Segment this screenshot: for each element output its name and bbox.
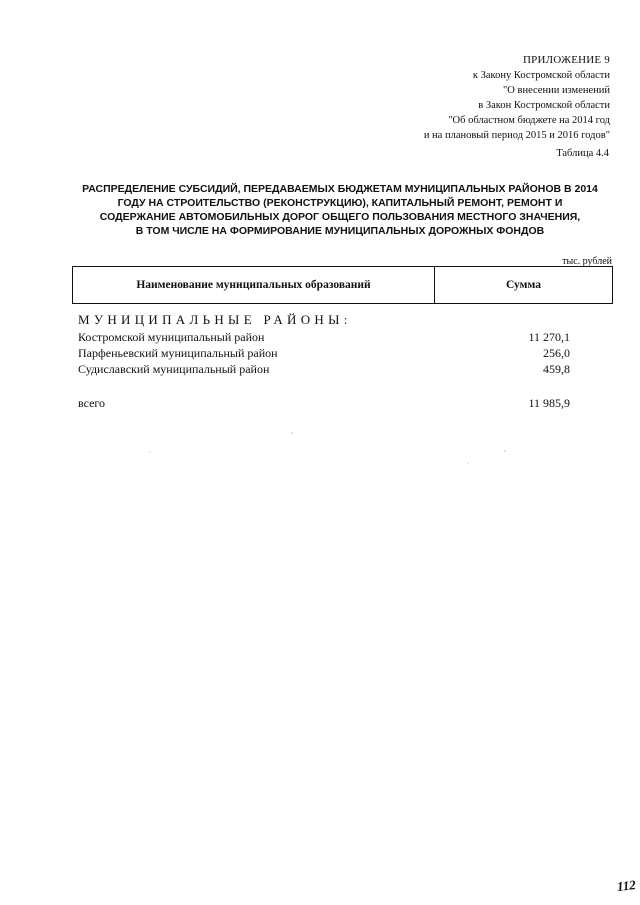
column-header-name: Наименование муниципальных образований	[73, 267, 435, 303]
annex-line: "Об областном бюджете на 2014 год	[448, 115, 610, 126]
total-row	[78, 395, 598, 411]
total-name: всего	[78, 396, 106, 410]
table-number: Таблица 4.4	[556, 148, 609, 159]
title-line: ГОДУ НА СТРОИТЕЛЬСТВО (РЕКОНСТРУКЦИЮ), КАПИТАЛЬНЫЙ РЕМОНТ, РЕМОНТ И	[117, 197, 563, 209]
table-row	[78, 361, 598, 377]
page-mark: 112	[616, 877, 637, 894]
annex-line: "О внесении изменений	[503, 85, 610, 96]
total-value: 11 985,9	[528, 396, 570, 410]
row-name: Судиславский муниципальный район	[78, 362, 270, 376]
annex-line: ПРИЛОЖЕНИЕ 9	[523, 54, 610, 66]
section-label: МУНИЦИПАЛЬНЫЕ РАЙОНЫ:	[78, 312, 352, 327]
row-value: 11 270,1	[528, 330, 570, 344]
row-name: Парфеньевский муниципальный район	[78, 346, 278, 360]
document-title	[60, 182, 620, 238]
annex-line: и на плановый период 2015 и 2016 годов"	[423, 130, 610, 141]
annex-line: к Закону Костромской области	[472, 70, 610, 81]
title-line: В ТОМ ЧИСЛЕ НА ФОРМИРОВАНИЕ МУНИЦИПАЛЬНЫХ ДОРОЖНЫХ ФОНДОВ	[135, 225, 545, 237]
row-name: Костромской муниципальный район	[78, 330, 265, 344]
row-value: 256,0	[543, 346, 570, 360]
table-header	[72, 266, 613, 304]
title-line: СОДЕРЖАНИЕ АВТОМОБИЛЬНЫХ ДОРОГ ОБЩЕГО ПОЛЬЗОВАНИЯ МЕСТНОГО ЗНАЧЕНИЯ,	[99, 211, 581, 223]
annex-block	[280, 53, 610, 143]
unit-label: тыс. рублей	[562, 256, 612, 267]
table-row	[78, 345, 598, 361]
title-line: РАСПРЕДЕЛЕНИЕ СУБСИДИЙ, ПЕРЕДАВАЕМЫХ БЮДЖЕТАМ МУНИЦИПАЛЬНЫХ РАЙОНОВ В 2014	[82, 183, 598, 195]
column-header-sum: Сумма	[506, 279, 541, 291]
annex-line: в Закон Костромской области	[478, 100, 610, 111]
table-body	[78, 329, 598, 377]
table-row	[78, 329, 598, 345]
row-value: 459,8	[543, 362, 570, 376]
